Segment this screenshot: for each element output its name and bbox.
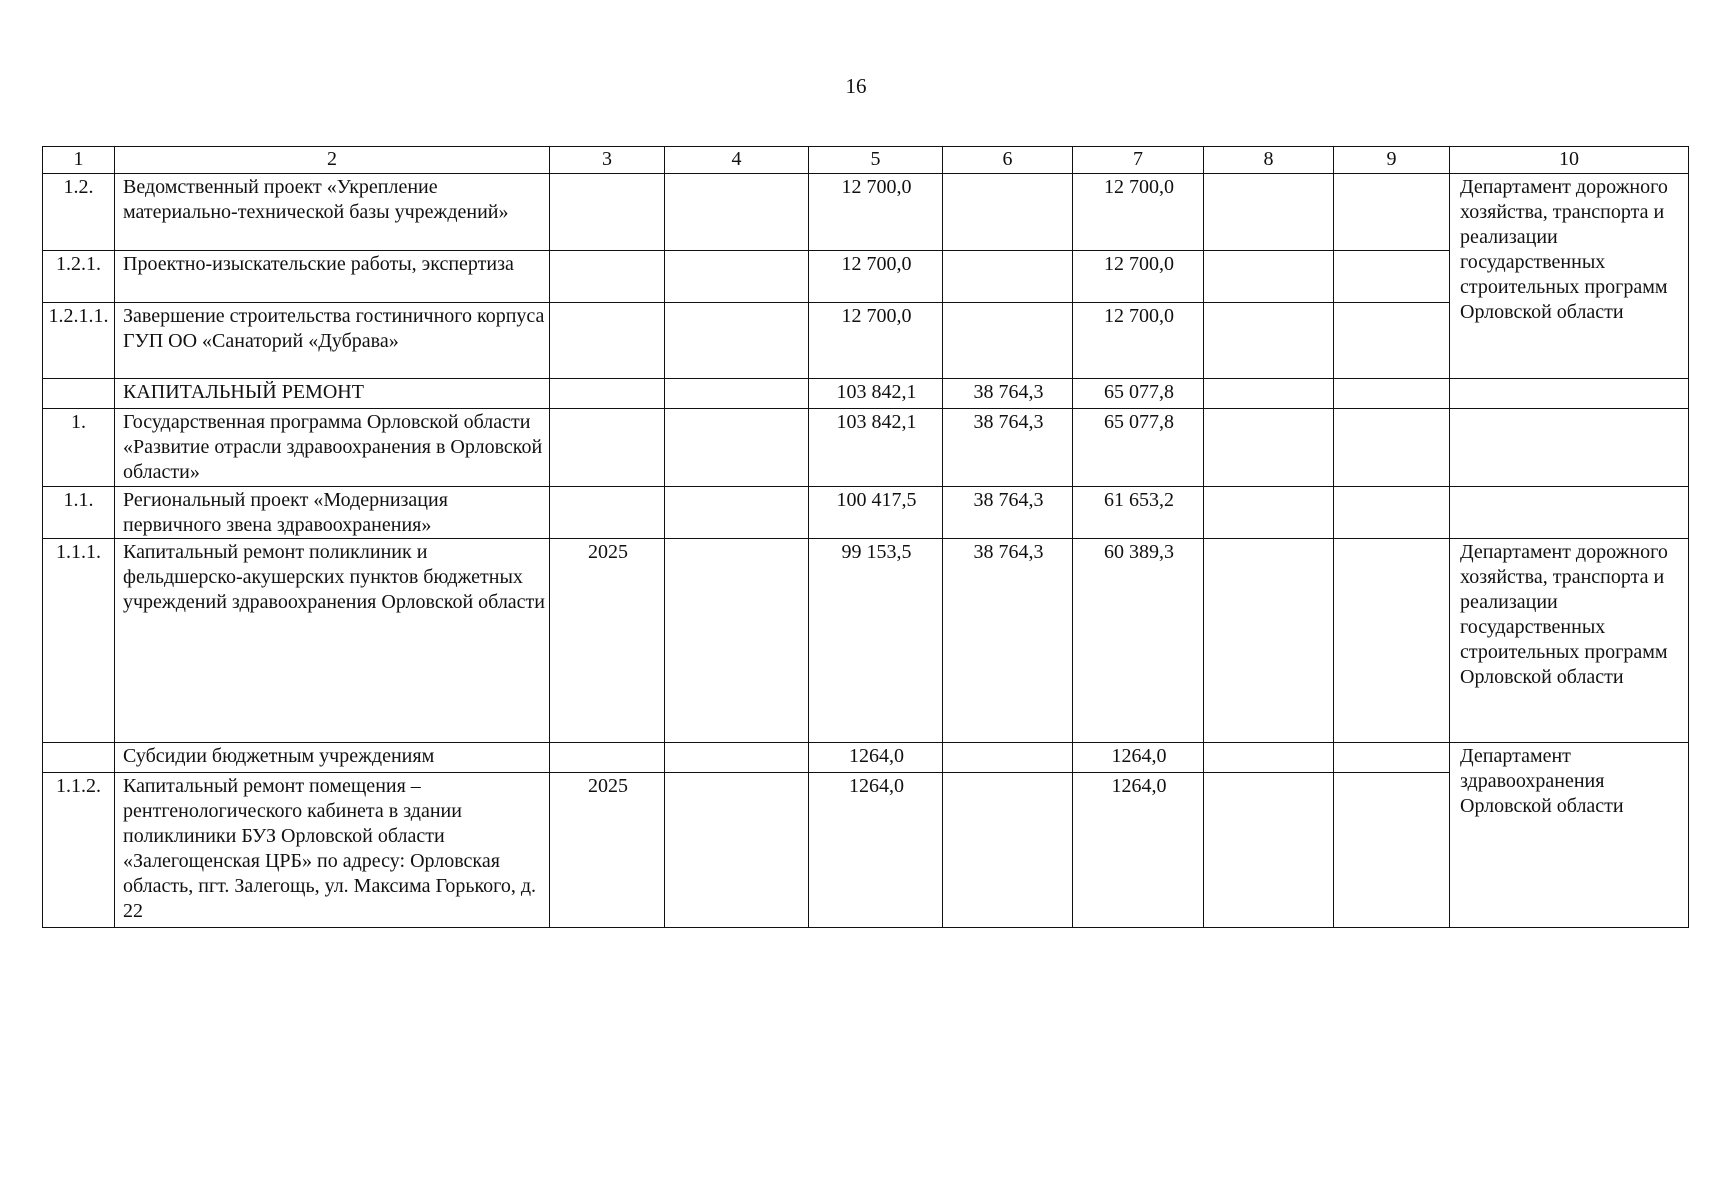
column-header: 9	[1334, 147, 1450, 174]
cell-col5: 1264,0	[809, 773, 943, 928]
cell-col6	[943, 303, 1073, 379]
row-name: Субсидии бюджетным учреждениям	[115, 743, 550, 773]
cell-col5: 12 700,0	[809, 174, 943, 251]
cell-col8	[1204, 409, 1334, 487]
cell-col4	[665, 409, 809, 487]
cell-col3	[550, 743, 665, 773]
responsible-department: Департамент дорожного хозяйства, транспорта и реализации государственных строительных программ Орловской области	[1450, 539, 1689, 743]
cell-col8	[1204, 174, 1334, 251]
cell-col8	[1204, 539, 1334, 743]
cell-col9	[1334, 743, 1450, 773]
row-number: 1.1.	[43, 487, 115, 539]
cell-col10	[1450, 487, 1689, 539]
cell-col6	[943, 743, 1073, 773]
column-header: 5	[809, 147, 943, 174]
cell-col9	[1334, 303, 1450, 379]
table-row	[43, 251, 1689, 303]
cell-col8	[1204, 743, 1334, 773]
row-name: Капитальный ремонт поликлиник и фельдшерско-акушерских пунктов бюджетных учреждений здравоохранения Орловской области	[115, 539, 550, 743]
cell-col4	[665, 773, 809, 928]
cell-col8	[1204, 251, 1334, 303]
cell-col5: 99 153,5	[809, 539, 943, 743]
cell-col4	[665, 303, 809, 379]
cell-col5: 103 842,1	[809, 409, 943, 487]
cell-col10	[1450, 379, 1689, 409]
cell-col9	[1334, 251, 1450, 303]
cell-col5: 103 842,1	[809, 379, 943, 409]
row-number: 1.1.1.	[43, 539, 115, 743]
cell-col7: 12 700,0	[1073, 303, 1204, 379]
cell-col6	[943, 773, 1073, 928]
column-header: 3	[550, 147, 665, 174]
table-row	[43, 743, 1689, 773]
cell-col6: 38 764,3	[943, 379, 1073, 409]
row-number: 1.2.	[43, 174, 115, 251]
row-number: 1.2.1.	[43, 251, 115, 303]
row-name: КАПИТАЛЬНЫЙ РЕМОНТ	[115, 379, 550, 409]
cell-col7: 12 700,0	[1073, 251, 1204, 303]
cell-col9	[1334, 174, 1450, 251]
cell-col3: 2025	[550, 539, 665, 743]
cell-col8	[1204, 303, 1334, 379]
cell-col6: 38 764,3	[943, 539, 1073, 743]
cell-col5: 12 700,0	[809, 303, 943, 379]
program-table	[42, 146, 1689, 928]
responsible-department: Департамент здравоохранения Орловской области	[1450, 743, 1689, 928]
table-row	[43, 174, 1689, 251]
cell-col9	[1334, 773, 1450, 928]
cell-col4	[665, 743, 809, 773]
cell-col3: 2025	[550, 773, 665, 928]
table-row	[43, 303, 1689, 379]
row-name: Государственная программа Орловской области «Развитие отрасли здравоохранения в Орловской области»	[115, 409, 550, 487]
cell-col6: 38 764,3	[943, 487, 1073, 539]
cell-col3	[550, 487, 665, 539]
page-number: 16	[845, 74, 867, 98]
cell-col5: 100 417,5	[809, 487, 943, 539]
cell-col4	[665, 379, 809, 409]
responsible-department: Департамент дорожного хозяйства, транспорта и реализации государственных строительных программ Орловской области	[1450, 174, 1689, 379]
cell-col9	[1334, 487, 1450, 539]
cell-col3	[550, 251, 665, 303]
cell-col6: 38 764,3	[943, 409, 1073, 487]
table-row	[43, 487, 1689, 539]
cell-col7: 61 653,2	[1073, 487, 1204, 539]
column-header: 1	[43, 147, 115, 174]
cell-col7: 1264,0	[1073, 743, 1204, 773]
cell-col4	[665, 251, 809, 303]
cell-col9	[1334, 409, 1450, 487]
row-name: Проектно-изыскательские работы, экспертиза	[115, 251, 550, 303]
row-name: Завершение строительства гостиничного корпуса ГУП ОО «Санаторий «Дубрава»	[115, 303, 550, 379]
cell-col7: 60 389,3	[1073, 539, 1204, 743]
cell-col3	[550, 174, 665, 251]
cell-col9	[1334, 539, 1450, 743]
cell-col4	[665, 487, 809, 539]
table-row	[43, 379, 1689, 409]
cell-col7: 1264,0	[1073, 773, 1204, 928]
row-number: 1.2.1.1.	[43, 303, 115, 379]
cell-col4	[665, 174, 809, 251]
column-header: 8	[1204, 147, 1334, 174]
table-header-row	[43, 147, 1689, 174]
row-number	[43, 743, 115, 773]
column-header: 7	[1073, 147, 1204, 174]
row-number: 1.	[43, 409, 115, 487]
cell-col9	[1334, 379, 1450, 409]
cell-col8	[1204, 379, 1334, 409]
cell-col4	[665, 539, 809, 743]
table-row	[43, 773, 1689, 928]
row-name: Ведомственный проект «Укрепление материально-технической базы учреждений»	[115, 174, 550, 251]
cell-col8	[1204, 773, 1334, 928]
cell-col6	[943, 251, 1073, 303]
cell-col6	[943, 174, 1073, 251]
cell-col3	[550, 379, 665, 409]
cell-col3	[550, 303, 665, 379]
cell-col8	[1204, 487, 1334, 539]
cell-col7: 65 077,8	[1073, 379, 1204, 409]
row-number: 1.1.2.	[43, 773, 115, 928]
cell-col7: 12 700,0	[1073, 174, 1204, 251]
cell-col10	[1450, 409, 1689, 487]
table-row	[43, 539, 1689, 743]
table-row	[43, 409, 1689, 487]
column-header: 6	[943, 147, 1073, 174]
column-header: 2	[115, 147, 550, 174]
cell-col5: 12 700,0	[809, 251, 943, 303]
cell-col7: 65 077,8	[1073, 409, 1204, 487]
cell-col3	[550, 409, 665, 487]
cell-col5: 1264,0	[809, 743, 943, 773]
row-number	[43, 379, 115, 409]
row-name: Капитальный ремонт помещения – рентгенологического кабинета в здании поликлиники БУЗ Орловской области «Залегощенская ЦРБ» по адресу: Орловская область, пгт. Залегощь, ул. Максима Горького, д. 22	[115, 773, 550, 928]
column-header: 10	[1450, 147, 1689, 174]
column-header: 4	[665, 147, 809, 174]
row-name: Региональный проект «Модернизация первичного звена здравоохранения»	[115, 487, 550, 539]
